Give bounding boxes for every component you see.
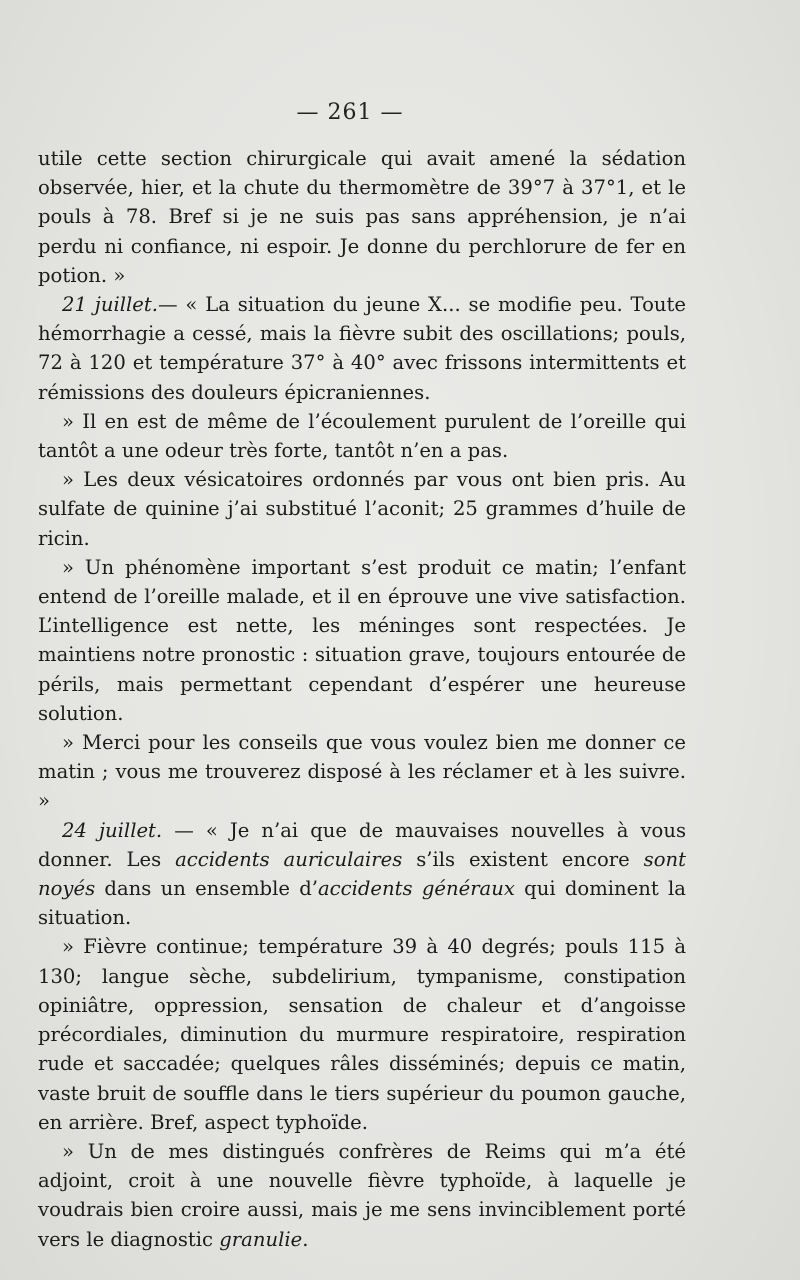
paragraph-2 (38, 290, 686, 407)
paragraph-5: » Un phénomène important s’est produit ce matin; l’enfant entend de l’oreille malade, et il en éprouve une vive satisfaction. L’intelligence est nette, les méninges sont respectées. Je maintiens notre pronostic : situation grave, toujours entourée de périls, mais permettant cependant d’espérer une heureuse solution. (38, 555, 686, 725)
paragraph-8: » Fièvre continue; température 39 à 40 degrés; pouls 115 à 130; langue sèche, subdelirium, tympanisme, constipation opiniâtre, oppression, sensation de chaleur et d’angoisse précordiales, diminution du murmure respiratoire, respiration rude et saccadée; quelques râles disséminés; depuis ce matin, vaste bruit de souffle dans le tiers supérieur du poumon gauche, en arrière. Bref, aspect typhoïde. (38, 935, 686, 1134)
paragraph-1: utile cette section chirurgicale qui avait amené la sédation observée, hier, et la chute du thermomètre de 39°7 à 37°1, et le pouls à 78. Bref si je ne suis pas sans appréhension, je n’ai perdu ni confiance, ni espoir. Je donne du perchlorure de fer en potion. » (38, 147, 686, 287)
paragraph-2-text: — « La situation du jeune X... se modifie peu. Toute hémorrhagie a cessé, mais la fièvre subit des oscillations; pouls, 72 à 120 et température 37° à 40° avec frissons intermittents et rémissions des douleurs épicraniennes. (38, 293, 686, 404)
paragraph-3: » Il en est de même de l’écoulement purulent de l’oreille qui tantôt a une odeur très forte, tantôt n’en a pas. (38, 409, 686, 463)
paragraph-7-text: — « Je n’ai que de mauvaises nouvelles à vous donner. Les (38, 818, 686, 871)
page-number: — 261 — (296, 100, 404, 125)
italic-phrase: sont noyés (38, 847, 686, 901)
italic-phrase: granulie (219, 1227, 303, 1251)
italic-phrase: accidents auriculaires (175, 847, 403, 871)
paragraph-6: » Merci pour les conseils que vous voulez bien me donner ce matin ; vous me trouverez disposé à les réclamer et à les suivre. » (38, 731, 686, 813)
paragraph-7-text: qui dominent la situation. (38, 877, 686, 930)
entry-date: 21 juillet. (62, 293, 158, 317)
paragraph-7-text: dans un ensemble d’ (95, 877, 318, 901)
page-body (38, 144, 686, 1254)
paragraph-9 (38, 1137, 686, 1254)
entry-date: 24 juillet. (62, 818, 163, 842)
paragraph-7 (38, 816, 686, 933)
paragraph-9-text: . (302, 1227, 309, 1251)
italic-phrase: accidents généraux (317, 877, 515, 901)
paragraph-4: » Les deux vésicatoires ordonnés par vous ont bien pris. Au sulfate de quinine j’ai substitué l’aconit; 25 grammes d’huile de ricin. (38, 468, 686, 550)
paragraph-9-text: » Un de mes distingués confrères de Reims qui m’a été adjoint, croit à une nouvelle fièvre typhoïde, à laquelle je voudrais bien croire aussi, mais je me sens invinciblement porté vers le diagnostic (38, 1139, 686, 1251)
paragraph-7-text: s’ils existent encore (402, 847, 644, 871)
